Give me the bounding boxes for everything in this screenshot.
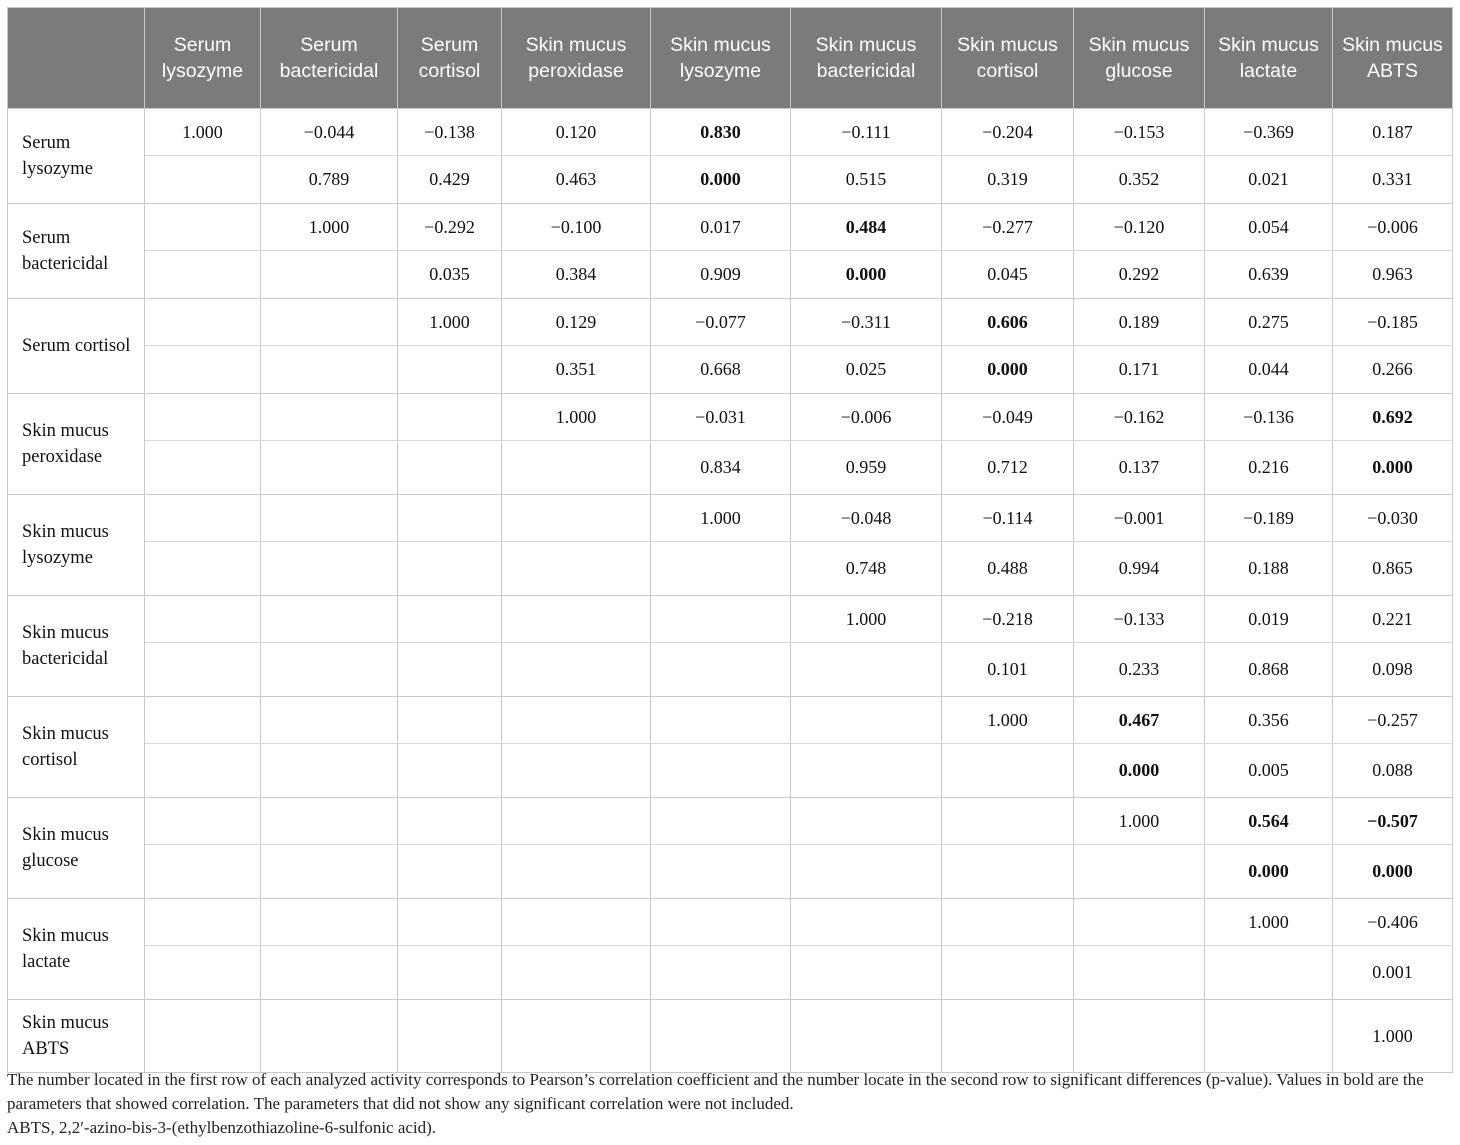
p-value-cell: 0.429 xyxy=(398,156,502,204)
header-skin-mucus-abts: Skin mucus ABTS xyxy=(1333,8,1453,109)
coefficient-cell: 0.606 xyxy=(942,299,1074,346)
coefficient-cell: 1.000 xyxy=(1074,798,1205,845)
header-skin-mucus-cortisol: Skin mucus cortisol xyxy=(942,8,1074,109)
footnote-text: The number located in the first row of each analyzed activity corresponds to Pearson’s correlation coefficient and the number locate in the second row to significant differences (p-value). Values in bold are the parameters that showed correlation. The parameters that did not show any significant correlation were not included. xyxy=(7,1070,1424,1113)
table-row xyxy=(8,156,1453,204)
coefficient-cell xyxy=(398,495,502,542)
p-value-cell xyxy=(942,845,1074,899)
coefficient-cell: −0.162 xyxy=(1074,394,1205,441)
p-value-cell: 0.000 xyxy=(651,156,791,204)
row-label: Skin mucus cortisol xyxy=(8,697,145,798)
p-value-cell: 0.909 xyxy=(651,251,791,299)
p-value-cell: 0.834 xyxy=(651,441,791,495)
coefficient-cell xyxy=(261,899,398,946)
p-value-cell: 0.963 xyxy=(1333,251,1453,299)
coefficient-cell: −0.153 xyxy=(1074,109,1205,156)
p-value-cell xyxy=(398,643,502,697)
p-value-cell xyxy=(261,744,398,798)
coefficient-cell: −0.006 xyxy=(791,394,942,441)
p-value-cell xyxy=(791,643,942,697)
p-value-cell xyxy=(502,542,651,596)
p-value-cell xyxy=(261,643,398,697)
header-row xyxy=(8,8,1453,109)
p-value-cell xyxy=(651,744,791,798)
p-value-cell: 0.233 xyxy=(1074,643,1205,697)
p-value-cell xyxy=(502,643,651,697)
coefficient-cell xyxy=(791,1000,942,1073)
coefficient-cell: −0.257 xyxy=(1333,697,1453,744)
row-label: Skin mucus glucose xyxy=(8,798,145,899)
p-value-cell: 0.000 xyxy=(1333,845,1453,899)
p-value-cell: 0.000 xyxy=(942,346,1074,394)
coefficient-cell: 1.000 xyxy=(651,495,791,542)
header-skin-mucus-lactate: Skin mucus lactate xyxy=(1205,8,1333,109)
p-value-cell: 0.021 xyxy=(1205,156,1333,204)
header-serum-bactericidal: Serum bactericidal xyxy=(261,8,398,109)
table-row xyxy=(8,495,1453,542)
coefficient-cell: 0.221 xyxy=(1333,596,1453,643)
p-value-cell xyxy=(145,643,261,697)
coefficient-cell: −0.406 xyxy=(1333,899,1453,946)
coefficient-cell: −0.049 xyxy=(942,394,1074,441)
coefficient-cell: 1.000 xyxy=(502,394,651,441)
p-value-cell xyxy=(942,744,1074,798)
row-label: Serum bactericidal xyxy=(8,204,145,299)
p-value-cell: 0.137 xyxy=(1074,441,1205,495)
coefficient-cell: 0.484 xyxy=(791,204,942,251)
p-value-cell xyxy=(145,251,261,299)
coefficient-cell xyxy=(791,899,942,946)
coefficient-cell xyxy=(261,596,398,643)
footnote-abbreviation: ABTS, 2,2′-azino-bis-3-(ethylbenzothiazoline-6-sulfonic acid). xyxy=(7,1118,437,1137)
coefficient-cell: 1.000 xyxy=(145,109,261,156)
coefficient-cell xyxy=(942,899,1074,946)
coefficient-cell xyxy=(502,1000,651,1073)
p-value-cell xyxy=(651,643,791,697)
coefficient-cell: 1.000 xyxy=(942,697,1074,744)
coefficient-cell xyxy=(502,596,651,643)
coefficient-cell: −0.030 xyxy=(1333,495,1453,542)
coefficient-cell: −0.292 xyxy=(398,204,502,251)
coefficient-cell xyxy=(1074,1000,1205,1073)
p-value-cell xyxy=(145,156,261,204)
coefficient-cell: 0.275 xyxy=(1205,299,1333,346)
table-row xyxy=(8,744,1453,798)
p-value-cell: 0.000 xyxy=(1205,845,1333,899)
table-row xyxy=(8,346,1453,394)
p-value-cell xyxy=(145,542,261,596)
p-value-cell: 0.789 xyxy=(261,156,398,204)
p-value-cell xyxy=(502,845,651,899)
p-value-cell: 0.868 xyxy=(1205,643,1333,697)
coefficient-cell: −0.077 xyxy=(651,299,791,346)
coefficient-cell xyxy=(1205,1000,1333,1073)
p-value-cell: 0.463 xyxy=(502,156,651,204)
coefficient-cell xyxy=(791,697,942,744)
p-value-cell xyxy=(261,346,398,394)
coefficient-cell xyxy=(145,697,261,744)
coefficient-cell xyxy=(942,1000,1074,1073)
p-value-cell: 0.044 xyxy=(1205,346,1333,394)
coefficient-cell: −0.138 xyxy=(398,109,502,156)
p-value-cell xyxy=(261,845,398,899)
header-serum-lysozyme: Serum lysozyme xyxy=(145,8,261,109)
coefficient-cell xyxy=(261,697,398,744)
p-value-cell xyxy=(942,946,1074,1000)
header-skin-mucus-glucose: Skin mucus glucose xyxy=(1074,8,1205,109)
p-value-cell: 0.171 xyxy=(1074,346,1205,394)
header-skin-mucus-bactericidal: Skin mucus bactericidal xyxy=(791,8,942,109)
coefficient-cell: 0.017 xyxy=(651,204,791,251)
p-value-cell xyxy=(1074,845,1205,899)
p-value-cell: 0.352 xyxy=(1074,156,1205,204)
p-value-cell: 0.088 xyxy=(1333,744,1453,798)
p-value-cell xyxy=(398,845,502,899)
coefficient-cell xyxy=(398,1000,502,1073)
p-value-cell xyxy=(398,744,502,798)
row-label: Skin mucus lactate xyxy=(8,899,145,1000)
coefficient-cell xyxy=(791,798,942,845)
coefficient-cell xyxy=(651,697,791,744)
coefficient-cell: 0.054 xyxy=(1205,204,1333,251)
table-row xyxy=(8,299,1453,346)
table-row xyxy=(8,109,1453,156)
coefficient-cell xyxy=(502,697,651,744)
table-row xyxy=(8,441,1453,495)
coefficient-cell xyxy=(145,899,261,946)
table-body xyxy=(8,109,1453,1073)
coefficient-cell: −0.218 xyxy=(942,596,1074,643)
coefficient-cell: −0.136 xyxy=(1205,394,1333,441)
correlation-table-container xyxy=(7,7,1452,1073)
coefficient-cell xyxy=(145,1000,261,1073)
coefficient-cell: −0.006 xyxy=(1333,204,1453,251)
coefficient-cell: −0.031 xyxy=(651,394,791,441)
coefficient-cell xyxy=(398,798,502,845)
p-value-cell: 0.188 xyxy=(1205,542,1333,596)
p-value-cell: 0.959 xyxy=(791,441,942,495)
coefficient-cell: −0.100 xyxy=(502,204,651,251)
p-value-cell xyxy=(791,744,942,798)
p-value-cell xyxy=(651,542,791,596)
coefficient-cell: 0.019 xyxy=(1205,596,1333,643)
row-label: Skin mucus peroxidase xyxy=(8,394,145,495)
p-value-cell xyxy=(261,251,398,299)
coefficient-cell xyxy=(145,596,261,643)
p-value-cell: 0.994 xyxy=(1074,542,1205,596)
coefficient-cell: −0.204 xyxy=(942,109,1074,156)
p-value-cell xyxy=(261,542,398,596)
p-value-cell xyxy=(502,744,651,798)
coefficient-cell xyxy=(651,899,791,946)
coefficient-cell xyxy=(145,394,261,441)
p-value-cell xyxy=(261,946,398,1000)
row-label: Serum cortisol xyxy=(8,299,145,394)
table-row xyxy=(8,251,1453,299)
coefficient-cell xyxy=(502,899,651,946)
p-value-cell: 0.488 xyxy=(942,542,1074,596)
coefficient-cell: −0.133 xyxy=(1074,596,1205,643)
coefficient-cell: −0.277 xyxy=(942,204,1074,251)
p-value-cell: 0.865 xyxy=(1333,542,1453,596)
p-value-cell xyxy=(651,845,791,899)
coefficient-cell: −0.369 xyxy=(1205,109,1333,156)
table-row xyxy=(8,596,1453,643)
coefficient-cell xyxy=(145,299,261,346)
p-value-cell xyxy=(398,441,502,495)
coefficient-cell xyxy=(651,596,791,643)
table-header xyxy=(8,8,1453,109)
coefficient-cell: −0.120 xyxy=(1074,204,1205,251)
p-value-cell xyxy=(1205,946,1333,1000)
table-row xyxy=(8,1000,1453,1073)
coefficient-cell: −0.507 xyxy=(1333,798,1453,845)
p-value-cell: 0.748 xyxy=(791,542,942,596)
p-value-cell: 0.005 xyxy=(1205,744,1333,798)
coefficient-cell: −0.114 xyxy=(942,495,1074,542)
p-value-cell xyxy=(398,946,502,1000)
header-corner xyxy=(8,8,145,109)
header-skin-mucus-peroxidase: Skin mucus peroxidase xyxy=(502,8,651,109)
p-value-cell xyxy=(791,946,942,1000)
coefficient-cell: 0.129 xyxy=(502,299,651,346)
coefficient-cell: 1.000 xyxy=(1333,1000,1453,1073)
header-serum-cortisol: Serum cortisol xyxy=(398,8,502,109)
coefficient-cell xyxy=(398,394,502,441)
coefficient-cell xyxy=(502,798,651,845)
p-value-cell: 0.384 xyxy=(502,251,651,299)
coefficient-cell: 0.564 xyxy=(1205,798,1333,845)
coefficient-cell xyxy=(502,495,651,542)
coefficient-cell: −0.111 xyxy=(791,109,942,156)
p-value-cell xyxy=(145,744,261,798)
p-value-cell xyxy=(502,441,651,495)
p-value-cell xyxy=(145,346,261,394)
coefficient-cell: 0.830 xyxy=(651,109,791,156)
p-value-cell: 0.001 xyxy=(1333,946,1453,1000)
table-row xyxy=(8,204,1453,251)
coefficient-cell: −0.044 xyxy=(261,109,398,156)
p-value-cell xyxy=(502,946,651,1000)
row-label: Skin mucus ABTS xyxy=(8,1000,145,1073)
coefficient-cell xyxy=(145,495,261,542)
coefficient-cell xyxy=(261,798,398,845)
p-value-cell: 0.331 xyxy=(1333,156,1453,204)
row-label: Serum lysozyme xyxy=(8,109,145,204)
coefficient-cell: −0.185 xyxy=(1333,299,1453,346)
p-value-cell: 0.351 xyxy=(502,346,651,394)
p-value-cell: 0.266 xyxy=(1333,346,1453,394)
coefficient-cell: −0.048 xyxy=(791,495,942,542)
coefficient-cell: 0.189 xyxy=(1074,299,1205,346)
p-value-cell: 0.319 xyxy=(942,156,1074,204)
p-value-cell xyxy=(398,542,502,596)
p-value-cell: 0.000 xyxy=(1333,441,1453,495)
table-row xyxy=(8,946,1453,1000)
p-value-cell xyxy=(398,346,502,394)
coefficient-cell xyxy=(261,1000,398,1073)
table-row xyxy=(8,542,1453,596)
coefficient-cell xyxy=(261,495,398,542)
p-value-cell xyxy=(145,441,261,495)
coefficient-cell xyxy=(398,899,502,946)
header-skin-mucus-lysozyme: Skin mucus lysozyme xyxy=(651,8,791,109)
p-value-cell: 0.515 xyxy=(791,156,942,204)
coefficient-cell xyxy=(261,299,398,346)
table-row xyxy=(8,643,1453,697)
p-value-cell: 0.035 xyxy=(398,251,502,299)
coefficient-cell: 1.000 xyxy=(791,596,942,643)
p-value-cell: 0.045 xyxy=(942,251,1074,299)
p-value-cell xyxy=(261,441,398,495)
coefficient-cell xyxy=(261,394,398,441)
row-label: Skin mucus lysozyme xyxy=(8,495,145,596)
coefficient-cell xyxy=(145,798,261,845)
coefficient-cell: 1.000 xyxy=(1205,899,1333,946)
p-value-cell: 0.101 xyxy=(942,643,1074,697)
table-row xyxy=(8,394,1453,441)
coefficient-cell: 1.000 xyxy=(398,299,502,346)
coefficient-cell xyxy=(651,1000,791,1073)
table-footnote xyxy=(7,1068,1452,1140)
p-value-cell: 0.000 xyxy=(791,251,942,299)
coefficient-cell: 0.187 xyxy=(1333,109,1453,156)
p-value-cell: 0.668 xyxy=(651,346,791,394)
p-value-cell: 0.025 xyxy=(791,346,942,394)
coefficient-cell xyxy=(1074,899,1205,946)
p-value-cell xyxy=(791,845,942,899)
coefficient-cell: 0.692 xyxy=(1333,394,1453,441)
coefficient-cell: 0.120 xyxy=(502,109,651,156)
coefficient-cell: −0.001 xyxy=(1074,495,1205,542)
coefficient-cell xyxy=(398,596,502,643)
p-value-cell: 0.292 xyxy=(1074,251,1205,299)
p-value-cell: 0.216 xyxy=(1205,441,1333,495)
coefficient-cell xyxy=(651,798,791,845)
row-label: Skin mucus bactericidal xyxy=(8,596,145,697)
coefficient-cell: −0.189 xyxy=(1205,495,1333,542)
coefficient-cell: −0.311 xyxy=(791,299,942,346)
coefficient-cell: 0.467 xyxy=(1074,697,1205,744)
p-value-cell: 0.098 xyxy=(1333,643,1453,697)
correlation-table xyxy=(7,7,1453,1073)
coefficient-cell xyxy=(398,697,502,744)
p-value-cell xyxy=(1074,946,1205,1000)
p-value-cell xyxy=(145,946,261,1000)
p-value-cell: 0.000 xyxy=(1074,744,1205,798)
p-value-cell: 0.639 xyxy=(1205,251,1333,299)
coefficient-cell: 0.356 xyxy=(1205,697,1333,744)
p-value-cell xyxy=(145,845,261,899)
table-row xyxy=(8,697,1453,744)
coefficient-cell: 1.000 xyxy=(261,204,398,251)
table-row xyxy=(8,845,1453,899)
p-value-cell xyxy=(651,946,791,1000)
coefficient-cell xyxy=(145,204,261,251)
table-row xyxy=(8,899,1453,946)
p-value-cell: 0.712 xyxy=(942,441,1074,495)
table-row xyxy=(8,798,1453,845)
coefficient-cell xyxy=(942,798,1074,845)
